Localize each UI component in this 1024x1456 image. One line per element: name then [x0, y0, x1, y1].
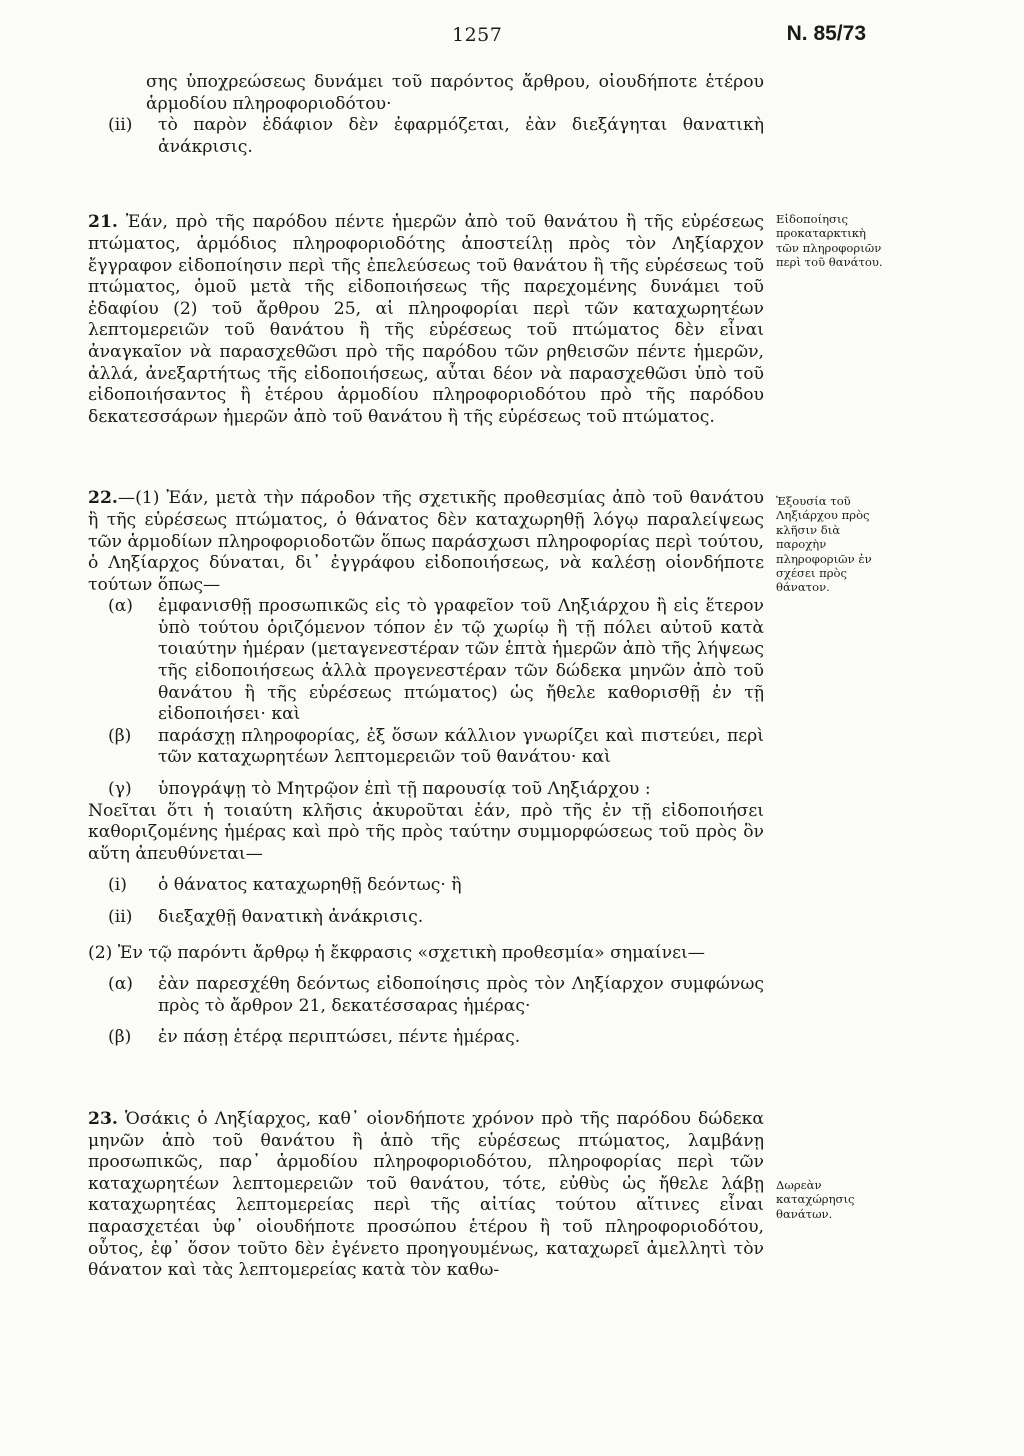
margin-note-22: Ἐξουσία τοῦ Ληξιάρχου πρὸς κλῆσιν διὰ παροχὴν πληροφοριῶν ἐν σχέσει πρὸς θάνατον.	[776, 494, 872, 595]
subsection-2: (2) Ἐν τῷ παρόντι ἄρθρῳ ἡ ἔκφρασις «σχετικὴ προθεσμία» σημαίνει—	[88, 942, 705, 963]
proviso-item-ii	[88, 907, 764, 929]
item-text: ἐὰν παρεσχέθη δεόντως εἰδοποίησις πρὸς τὸν Ληξίαρχον συμφώνως πρὸς τὸ ἄρθρον 21, δεκατέσσαρας ἡμέρας·	[158, 974, 764, 1016]
subsection-2-item-b	[88, 1027, 764, 1049]
section-number: 23.	[88, 1108, 118, 1129]
item-text: ὁ θάνατος καταχωρηθῇ δεόντως· ἢ	[158, 875, 462, 896]
subitem-c	[88, 779, 764, 801]
subsection-2-item-a	[88, 974, 764, 1017]
item-marker: (β)	[108, 725, 132, 746]
continued-paragraph: σης ὑποχρεώσεως δυνάμει τοῦ παρόντος ἄρθρου, οἱουδήποτε ἑτέρου ἁρμοδίου πληροφοριοδότου·	[146, 72, 764, 114]
subitem-b	[88, 726, 764, 769]
item-text: ἐμφανισθῇ προσωπικῶς εἰς τὸ γραφεῖον τοῦ Ληξιάρχου ἢ εἰς ἕτερον ὑπὸ τούτου ὁριζόμενον τόπον ἐν τῷ χωρίῳ ἢ τῇ πόλει αὐτοῦ κατὰ τοιαύτην ἡμέραν (μεταγενεστέραν τῶν ἑπτὰ ἡμερῶν ἀπὸ τῆς λήψεως τῆς εἰδοποιήσεως ἀλλὰ προγενεστέραν τῶν δώδεκα μηνῶν ἀπὸ τοῦ θανάτου ἢ τῆς εὑρέσεως πτώματος) ὡς ἤθελε καθορισθῇ ἐν τῇ εἰδοποιήσει· καὶ	[158, 596, 764, 725]
section-text: Ὁσάκις ὁ Ληξίαρχος, καθ᾽ οἱονδήποτε χρόνον πρὸ τῆς παρόδου δώδεκα μηνῶν ἀπὸ τοῦ θανάτου ἢ ἀπὸ τῆς εὑρέσεως πτώματος, λαμβάνῃ προσωπικῶς, παρ᾽ ἁρμοδίου πληροφοριοδότου, πληροφορίας περὶ τῶν καταχωρητέων λεπτομερειῶν τοῦ θανάτου, τότε, εὐθὺς ὡς ἤθελε λάβῃ καταχωρητέας λεπτομερείας περὶ τῆς αἰτίας τούτου αἵτινες εἶναι παρασχετέαι ὑφ᾽ οἱουδήποτε προσώπου ἑτέρου ἢ τοῦ πληροφοριοδότου, οὗτος, ἐφ᾽ ὅσον τοῦτο δὲν ἐγένετο προηγουμένως, καταχωρεῖ ἀμελλητὶ τὸν θάνατον καὶ τὰς λεπτομερείας κατὰ τὸν καθω-	[88, 1108, 764, 1281]
margin-note-23: Δωρεὰν καταχώρησις θανάτων.	[776, 1178, 855, 1221]
item-text: τὸ παρὸν ἐδάφιον δὲν ἐφαρμόζεται, ἐὰν διεξάγηται θανατικὴ ἀνάκρισις.	[158, 115, 764, 157]
item-text: διεξαχθῇ θανατικὴ ἀνάκρισις.	[158, 907, 424, 927]
item-text: ὑπογράψῃ τὸ Μητρῷον ἐπὶ τῇ παρουσίᾳ τοῦ Ληξιάρχου :	[158, 779, 651, 800]
section-22-intro	[88, 488, 764, 596]
item-marker: (γ)	[108, 779, 132, 800]
subitem-ii	[88, 115, 764, 158]
section-number: 21.	[88, 212, 118, 233]
item-marker: (ii)	[108, 907, 133, 927]
section-number: 22.	[88, 488, 118, 509]
section-text: —(1) Ἐάν, μετὰ τὴν πάροδον τῆς σχετικῆς προθεσμίας ἀπὸ τοῦ θανάτου ἢ τῆς εὑρέσεως πτώματος, ὁ θάνατος δὲν καταχωρηθῇ λόγῳ παραλείψεως τῶν ἁρμοδίων πληροφοριοδοτῶν ὅπως παράσχωσι πληροφορίας περὶ τούτου, ὁ Ληξίαρχος δύναται, δι᾽ ἐγγράφου εἰδοποιήσεως, νὰ καλέσῃ οἱονδήποτε τούτων ὅπως—	[88, 488, 764, 595]
main-text	[88, 72, 764, 1282]
proviso-item-i	[88, 875, 764, 897]
item-marker: (i)	[108, 875, 127, 896]
proviso: Νοεῖται ὅτι ἡ τοιαύτη κλῆσις ἀκυροῦται ἐάν, πρὸ τῆς ἐν τῇ εἰδοποιήσει καθοριζομένης ἡμέρας καὶ πρὸ τῆς πρὸς ταύτην συμμορφώσεως τοῦ πρὸς ὃν αὕτη ἀπευθύνεται—	[88, 800, 764, 864]
item-marker: (ii)	[108, 115, 133, 136]
section-23	[88, 1109, 764, 1282]
item-text: ἐν πάσῃ ἑτέρᾳ περιπτώσει, πέντε ἡμέρας.	[158, 1027, 521, 1048]
item-marker: (α)	[108, 596, 134, 617]
subitem-a	[88, 596, 764, 726]
margin-note-21: Εἰδοποίησις προκαταρκτικὴ τῶν πληροφοριῶν περὶ τοῦ θανάτου.	[776, 212, 883, 270]
section-21	[88, 212, 764, 428]
page-number: 1257	[452, 24, 503, 46]
law-number: N. 85/73	[786, 22, 866, 45]
item-marker: (α)	[108, 974, 134, 995]
item-text: παράσχῃ πληροφορίας, ἐξ ὅσων κάλλιον γνωρίζει καὶ πιστεύει, περὶ τῶν καταχωρητέων λεπτομερειῶν τοῦ θανάτου· καὶ	[158, 725, 764, 768]
section-text: Ἐάν, πρὸ τῆς παρόδου πέντε ἡμερῶν ἀπὸ τοῦ θανάτου ἢ τῆς εὑρέσεως πτώματος, ἁρμόδιος πληροφοριοδότης ἀποστείλῃ πρὸς τὸν Ληξίαρχον ἔγγραφον εἰδοποίησιν περὶ τῆς ἐπελεύσεως τοῦ θανάτου ἢ τῆς εὑρέσεως τοῦ πτώματος, ὁμοῦ μετὰ τῆς εἰδοποιήσεως τῆς παρεχομένης δυνάμει τοῦ ἐδαφίου (2) τοῦ ἄρθρου 25, αἱ πληροφορίαι περὶ τῶν καταχωρητέων λεπτομερειῶν τοῦ θανάτου ἢ τῆς εὑρέσεως τοῦ πτώματος δὲν εἶναι ἀναγκαῖον νὰ παρασχεθῶσι πρὸ τῆς παρόδου τῶν ρηθεισῶν πέντε ἡμερῶν, ἀλλά, ἀνεξαρτήτως τῆς εἰδοποιήσεως, αὗται δέον νὰ παρασχεθῶσι ὑπὸ τοῦ εἰδοποιήσαντος ἢ ἑτέρου ἁρμοδίου πληροφοριοδότου πρὸ τῆς παρόδου δεκατεσσάρων ἡμερῶν ἀπὸ τοῦ θανάτου ἢ τῆς εὑρέσεως τοῦ πτώματος.	[88, 212, 764, 427]
item-marker: (β)	[108, 1027, 132, 1048]
